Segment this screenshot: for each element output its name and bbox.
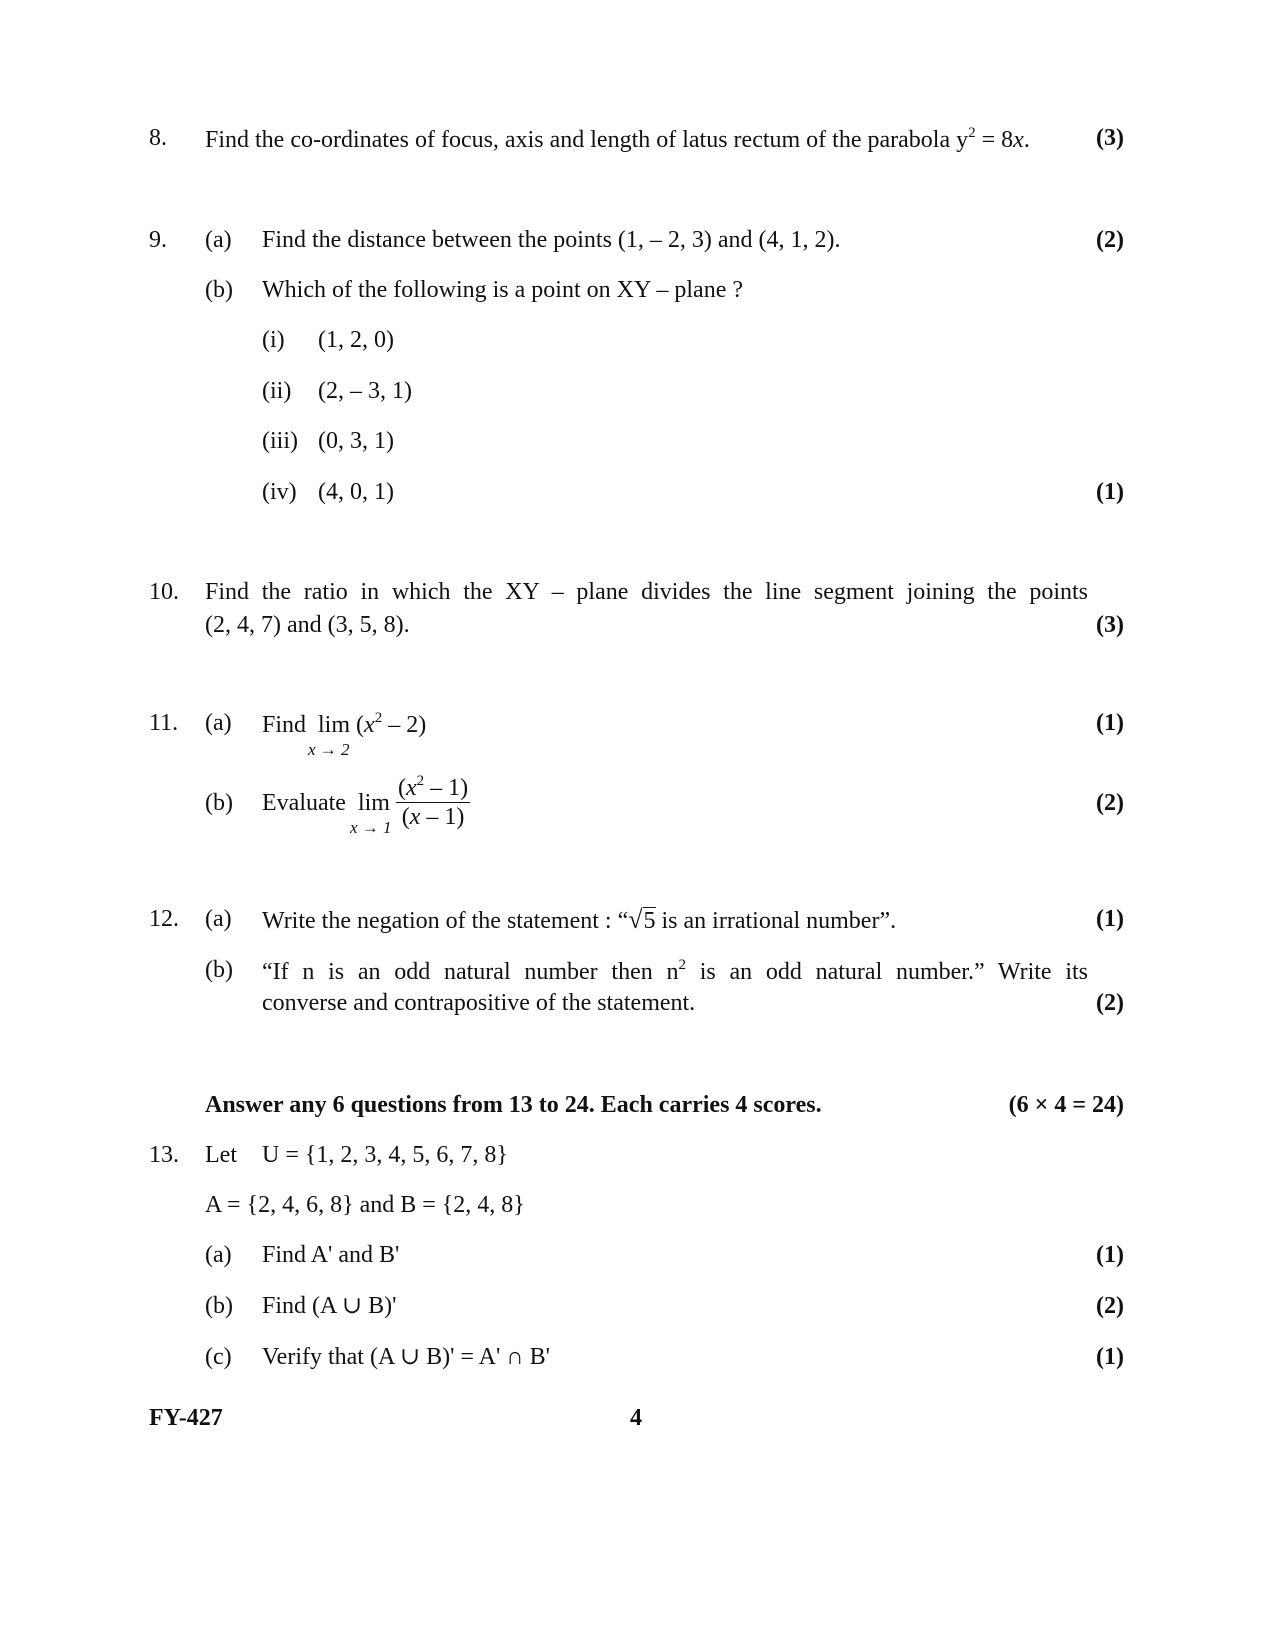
part-label: (b) [205, 957, 233, 983]
question-number: 13. [149, 1142, 179, 1168]
option-label: (iv) [262, 479, 297, 505]
part-label: (a) [205, 906, 232, 932]
question-text: Find the ratio in which the XY – plane divides the line segment joining the points [205, 579, 1088, 605]
part-text: Find (A ∪ B)' [262, 1293, 397, 1319]
part-label: (a) [205, 1242, 232, 1268]
universal-set: U = {1, 2, 3, 4, 5, 6, 7, 8} [262, 1142, 508, 1168]
part-text: “If n is an odd natural number then $n^2$ is an odd natural number.” Write its [262, 957, 1089, 985]
part-text: converse and contrapositive of the statement. [262, 990, 696, 1016]
marks-label: (2) [1096, 1293, 1124, 1319]
question-text: (2, 4, 7) and (3, 5, 8). [205, 612, 410, 638]
part-label: (c) [205, 1344, 232, 1370]
part-label: (b) [205, 277, 233, 303]
limit-expression: Evaluate lim x → 1 [262, 790, 392, 837]
marks-label: (1) [1096, 1242, 1124, 1268]
marks-label: (2) [1096, 790, 1124, 816]
question-number: 8. [149, 125, 167, 151]
option-label: (ii) [262, 378, 292, 404]
paper-code: FY-427 [149, 1405, 223, 1431]
sqrt-symbol: √5 [628, 905, 656, 934]
marks-label: (2) [1096, 227, 1124, 253]
page-number: 4 [630, 1405, 642, 1431]
numerator: $(x^2 - 1)$ [396, 773, 470, 803]
marks-label: (1) [1096, 710, 1124, 736]
part-text: Find A' and B' [262, 1242, 400, 1268]
sets-definition: A = {2, 4, 6, 8} and B = {2, 4, 8} [205, 1192, 525, 1218]
option-label: (i) [262, 327, 285, 353]
marks-label: (1) [1096, 906, 1124, 932]
part-text: Find the distance between the points (1, – 2, 3) and (4, 1, 2). [262, 227, 841, 253]
option-value: (1, 2, 0) [318, 327, 394, 353]
denominator: (x – 1) [401, 804, 465, 831]
option-value: (0, 3, 1) [318, 428, 394, 454]
marks-label: (1) [1096, 479, 1124, 505]
part-label: (a) [205, 227, 232, 253]
section-marks: (6 × 4 = 24) [1008, 1092, 1124, 1118]
part-text: Write the negation of the statement : “√5 is an irrational number”. [262, 905, 897, 934]
question-text: Find the co-ordinates of focus, axis and length of latus rectum of the parabola $y^2 = 8x$. [205, 125, 1030, 153]
question-text: Let [205, 1142, 237, 1168]
part-text: Verify that (A ∪ B)' = A' ∩ B' [262, 1344, 550, 1370]
option-value: (2, – 3, 1) [318, 378, 412, 404]
part-label: (a) [205, 710, 232, 736]
marks-label: (3) [1096, 125, 1124, 151]
question-number: 12. [149, 906, 179, 932]
question-number: 11. [149, 710, 179, 736]
marks-label: (3) [1096, 612, 1124, 638]
question-number: 9. [149, 227, 167, 253]
marks-label: (2) [1096, 990, 1124, 1016]
part-label: (b) [205, 1293, 233, 1319]
option-value: (4, 0, 1) [318, 479, 394, 505]
question-number: 10. [149, 579, 179, 605]
limit-expression: Find lim x → 2 $(x^2 - 2)$ [262, 710, 427, 759]
part-label: (b) [205, 790, 233, 816]
option-label: (iii) [262, 428, 298, 454]
section-instruction: Answer any 6 questions from 13 to 24. Each carries 4 scores. [205, 1092, 822, 1118]
fraction [390, 773, 470, 831]
marks-label: (1) [1096, 1344, 1124, 1370]
part-text: Which of the following is a point on XY – plane ? [262, 277, 744, 303]
